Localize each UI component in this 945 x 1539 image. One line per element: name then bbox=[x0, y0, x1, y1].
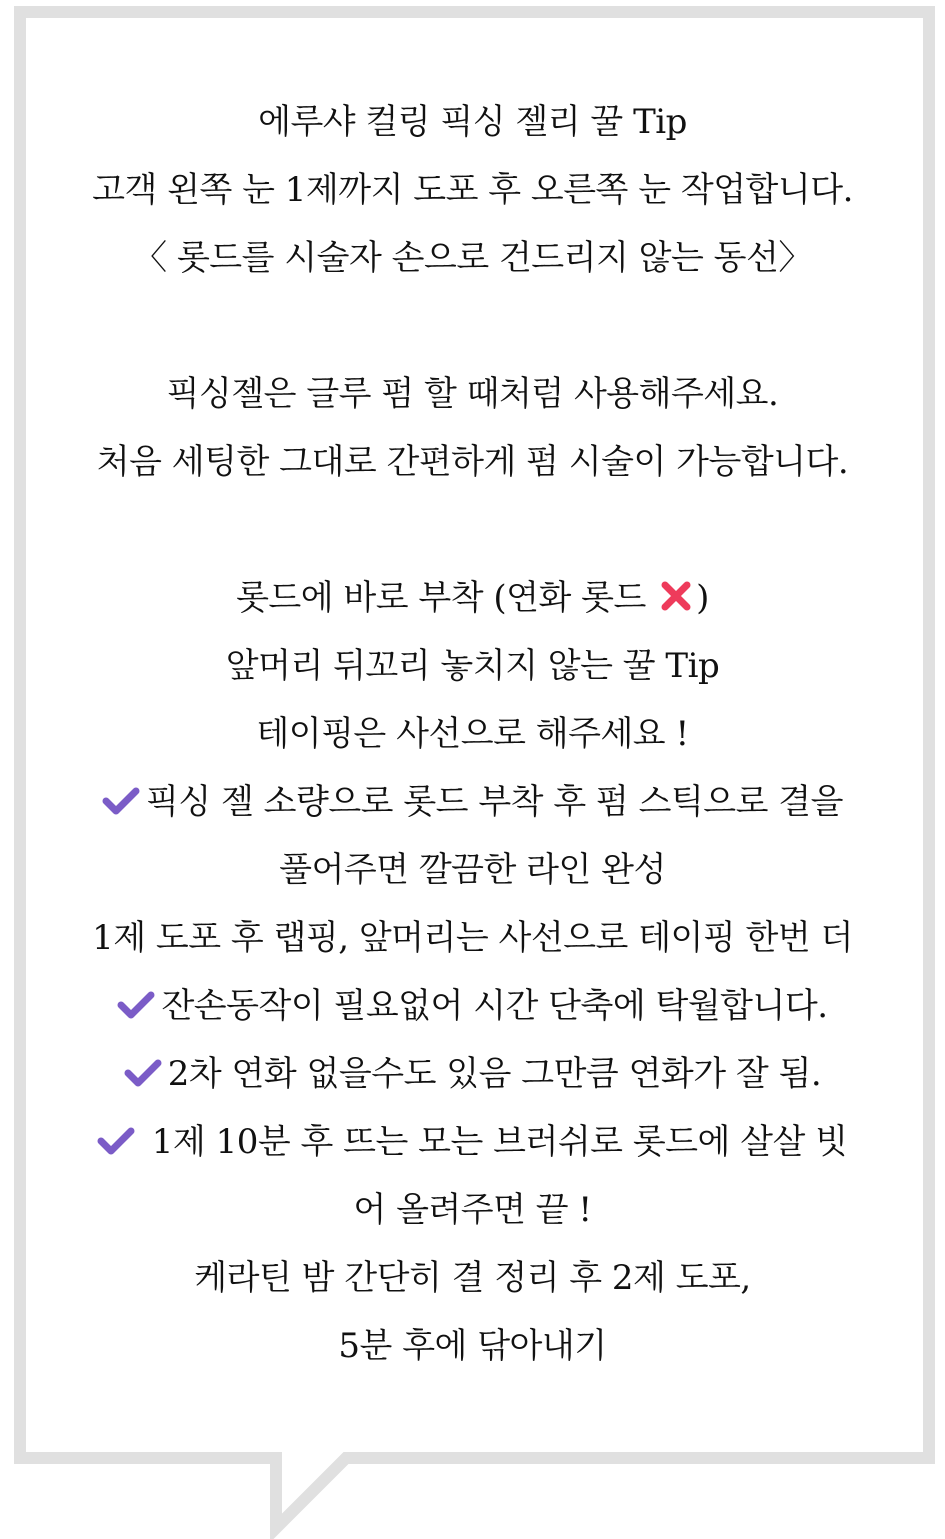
check-icon bbox=[102, 786, 140, 816]
tip-line: 케라틴 밤 간단히 결 정리 후 2제 도포, bbox=[194, 1258, 751, 1298]
tip-line: 〈 롯드를 시술자 손으로 건드리지 않는 동선〉 bbox=[133, 238, 812, 278]
tip-line: 1제 도포 후 랩핑, 앞머리는 사선으로 테이핑 한번 더 bbox=[92, 918, 853, 958]
tip-line-text: 잔손동작이 필요없어 시간 단축에 탁월합니다. bbox=[161, 986, 828, 1026]
tip-line bbox=[24, 1108, 921, 1176]
check-icon bbox=[124, 1058, 162, 1088]
cross-mark-icon bbox=[658, 578, 694, 614]
tip-line bbox=[24, 564, 921, 632]
tip-line bbox=[24, 1040, 921, 1108]
tip-line: 풀어주면 깔끔한 라인 완성 bbox=[279, 850, 666, 890]
tip-text-block bbox=[24, 88, 921, 1380]
tip-line: 고객 왼쪽 눈 1제까지 도포 후 오른쪽 눈 작업합니다. bbox=[92, 170, 853, 210]
tip-line bbox=[24, 972, 921, 1040]
tip-line-text: 롯드에 바로 부착 (연화 롯드 bbox=[236, 578, 657, 618]
check-icon bbox=[97, 1126, 135, 1156]
spacer bbox=[24, 292, 921, 360]
tip-line-text: 픽싱 젤 소량으로 롯드 부착 후 펌 스틱으로 결을 bbox=[146, 782, 843, 822]
tip-line: 처음 세팅한 그대로 간편하게 펌 시술이 가능합니다. bbox=[96, 442, 849, 482]
tip-line: 테이핑은 사선으로 해주세요 ! bbox=[256, 714, 689, 754]
tip-line-text: ) bbox=[696, 578, 709, 618]
tip-subtitle: 앞머리 뒤꼬리 놓치지 않는 꿀 Tip bbox=[225, 646, 720, 686]
tip-line: 5분 후에 닦아내기 bbox=[338, 1326, 607, 1366]
tip-line bbox=[24, 768, 921, 836]
tip-line: 픽싱젤은 글루 펌 할 때처럼 사용해주세요. bbox=[166, 374, 779, 414]
tip-line-text: 1제 10분 후 뜨는 모는 브러쉬로 롯드에 살살 빗 bbox=[141, 1122, 848, 1162]
tip-line: 어 올려주면 끝 ! bbox=[353, 1190, 592, 1230]
tip-line-text: 2차 연화 없을수도 있음 그만큼 연화가 잘 됨. bbox=[167, 1054, 822, 1094]
check-icon bbox=[117, 990, 155, 1020]
tip-title: 에루샤 컬링 픽싱 젤리 꿀 Tip bbox=[258, 102, 687, 142]
spacer bbox=[24, 496, 921, 564]
